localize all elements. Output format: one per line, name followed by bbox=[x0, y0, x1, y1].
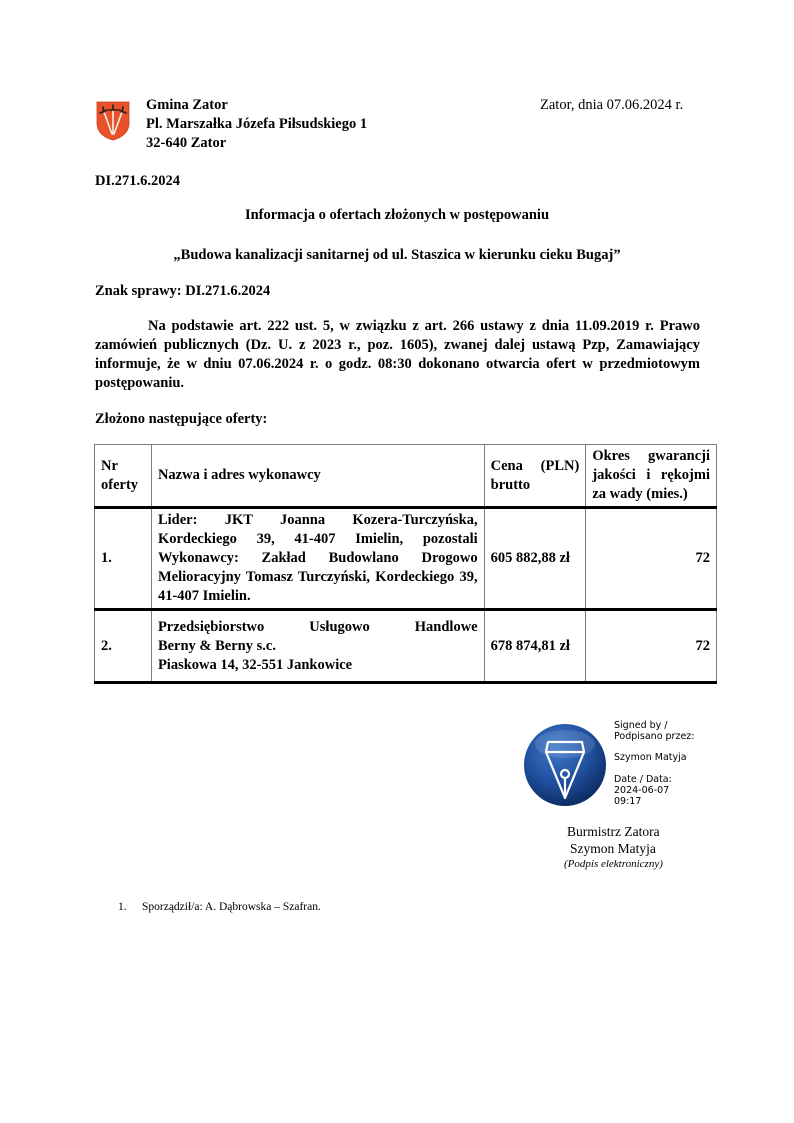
contractor-name-address: Lider: JKT Joanna Kozera-Turczyńska, Kordeckiego 39, 41-407 Imielin, pozostali Wykonawcy: Zakład Budowlano Drogowo Melioracyjny Tomasz Turczyński, Kordeckiego 39, 41-407 Imielin. bbox=[151, 508, 484, 610]
electronic-signature-note: (Podpis elektroniczny) bbox=[564, 858, 663, 870]
table-header-row bbox=[95, 445, 717, 508]
contractor-name-address bbox=[151, 610, 484, 683]
warranty-months: 72 bbox=[586, 508, 717, 610]
warranty-months: 72 bbox=[586, 610, 717, 683]
institution-name: Gmina Zator bbox=[146, 97, 228, 113]
table-row bbox=[95, 508, 717, 610]
signed-by-label bbox=[614, 720, 694, 742]
offers-table bbox=[94, 444, 717, 684]
mayor-name: Szymon Matyja bbox=[570, 841, 656, 856]
body-paragraph: Na podstawie art. 222 ust. 5, w związku z art. 266 ustawy z dnia 11.09.2019 r. Prawo zamówień publicznych (Dz. U. z 2023 r., poz. 1605), zwanej dalej ustawą Pzp, Zamawiający informuje, że w dniu 07.06.2024 r. o godz. 08:30 dokonano otwarcia ofert w przedmiotowym postępowaniu. bbox=[95, 318, 700, 391]
institution-postal-code: 32-640 Zator bbox=[146, 135, 227, 151]
signature-date-value: 2024-06-07 bbox=[614, 785, 670, 796]
offer-number: 2. bbox=[95, 610, 152, 683]
procurement-subject: „Budowa kanalizacji sanitarnej od ul. Staszica w kierunku cieku Bugaj” bbox=[173, 247, 621, 263]
offers-label: Złożono następujące oferty: bbox=[95, 411, 268, 427]
signed-by-label-pl: Podpisano przez: bbox=[614, 731, 695, 742]
contractor-line: Piaskowa 14, 32-551 Jankowice bbox=[157, 656, 353, 673]
offer-price: 678 874,81 zł bbox=[484, 610, 586, 683]
mayor-title: Burmistrz Zatora bbox=[567, 824, 660, 839]
column-header-contractor: Nazwa i adres wykonawcy bbox=[151, 445, 484, 508]
signature-date-label: Date / Data: bbox=[614, 774, 672, 785]
column-header-warranty: Okres gwarancji jakości i rękojmi za wady (mies.) bbox=[586, 445, 717, 508]
case-number: Znak sprawy: DI.271.6.2024 bbox=[95, 283, 271, 299]
signer-name: Szymon Matyja bbox=[614, 752, 687, 763]
footnote bbox=[118, 900, 321, 914]
contractor-line: Przedsiębiorstwo Usługowo Handlowe bbox=[157, 618, 478, 635]
coat-of-arms-icon bbox=[96, 101, 130, 141]
fountain-pen-nib-icon bbox=[522, 722, 608, 808]
column-header-offer-number: Nr oferty bbox=[95, 445, 152, 508]
column-header-price: Cena (PLN) brutto bbox=[484, 445, 586, 508]
reference-number: DI.271.6.2024 bbox=[95, 173, 180, 189]
table-row bbox=[95, 610, 717, 683]
footnote-number: 1. bbox=[118, 901, 127, 913]
signature-time-value: 09:17 bbox=[614, 796, 642, 807]
signed-by-label-en: Signed by / bbox=[614, 720, 668, 731]
footnote-text: Sporządził/a: A. Dąbrowska – Szafran. bbox=[142, 901, 321, 913]
place-and-date: Zator, dnia 07.06.2024 r. bbox=[540, 97, 684, 113]
offer-price: 605 882,88 zł bbox=[484, 508, 586, 610]
offer-number: 1. bbox=[95, 508, 152, 610]
signature-date bbox=[614, 774, 672, 807]
document-title: Informacja o ofertach złożonych w postępowaniu bbox=[244, 207, 550, 223]
institution-address: Pl. Marszałka Józefa Piłsudskiego 1 bbox=[146, 116, 368, 132]
contractor-line: Berny & Berny s.c. bbox=[157, 637, 276, 654]
